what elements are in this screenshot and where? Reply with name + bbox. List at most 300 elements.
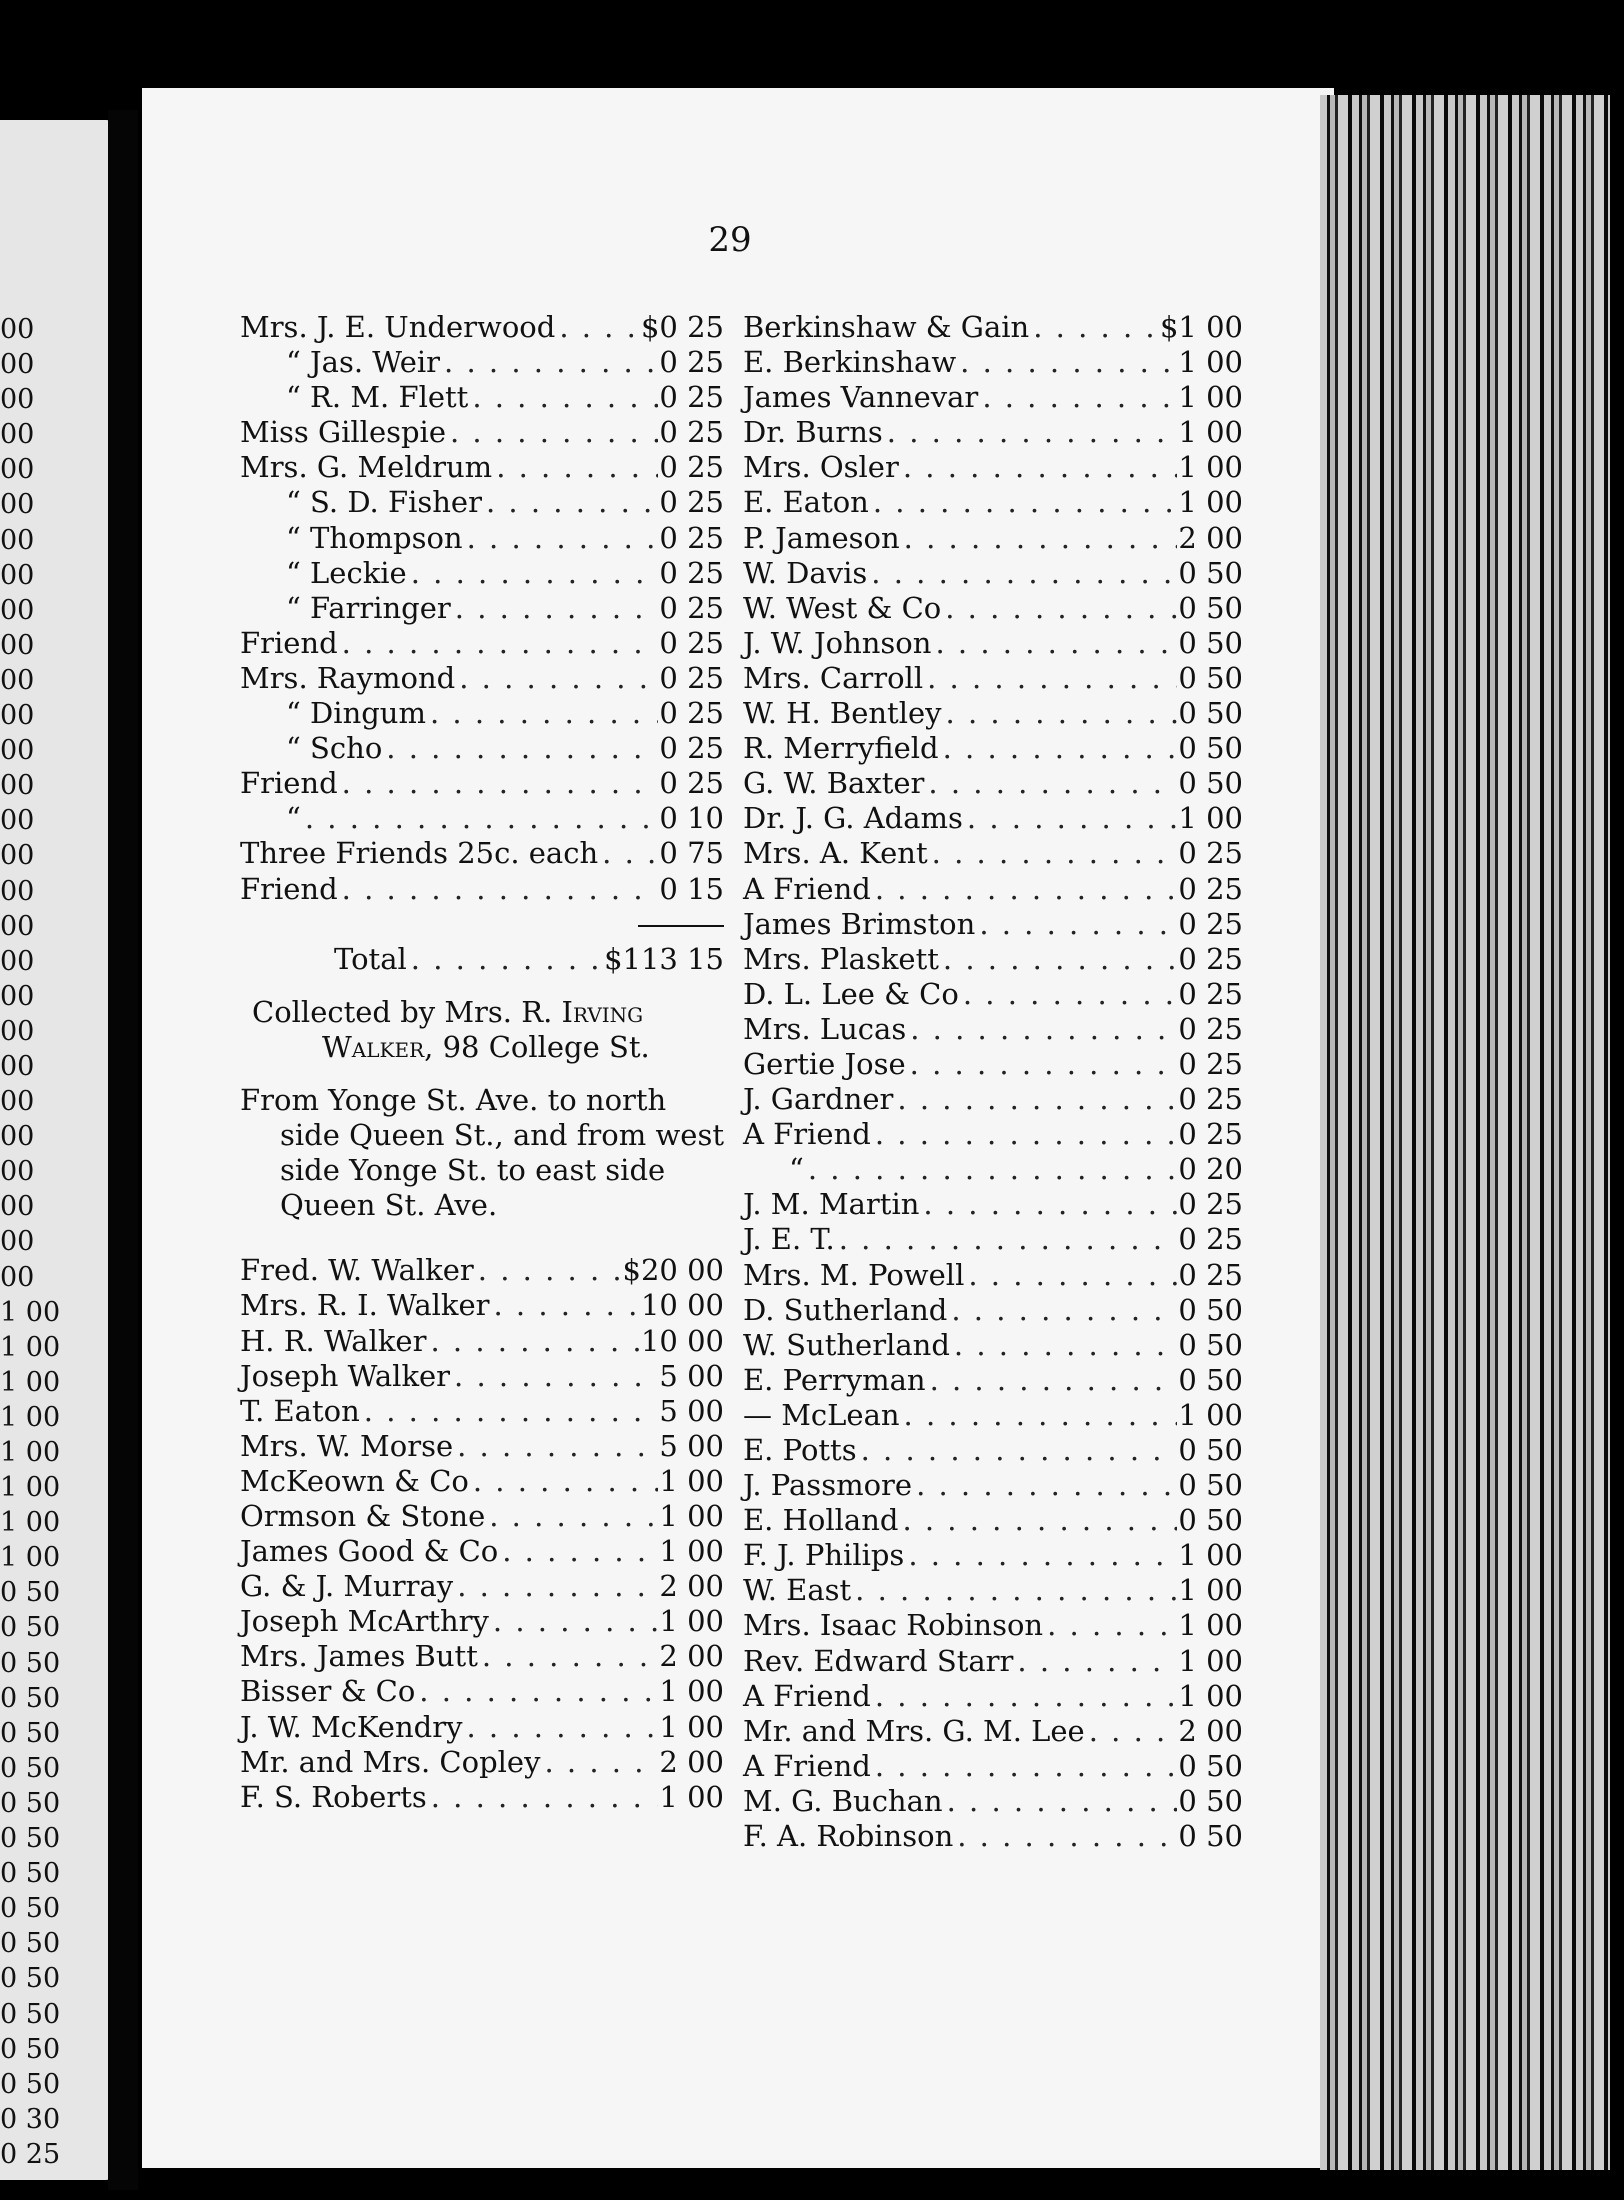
leader-dots — [1013, 1644, 1177, 1679]
donation-amount: 0 25 — [1178, 836, 1243, 871]
list-item — [240, 696, 724, 731]
donation-amount: 0 50 — [1178, 696, 1243, 731]
list-item — [240, 766, 724, 801]
list-item — [743, 1714, 1243, 1749]
donor-name: Bisser & Co — [240, 1674, 416, 1709]
leader-dots — [975, 907, 1177, 942]
leader-dots — [871, 872, 1177, 907]
list-item — [743, 626, 1243, 661]
left-page-amount: 00 — [0, 875, 35, 907]
donor-name: “ — [286, 801, 301, 836]
leader-dots — [851, 1573, 1177, 1608]
leader-dots — [941, 591, 1177, 626]
leader-dots — [485, 1499, 658, 1534]
donation-amount: 1 00 — [659, 1674, 724, 1709]
leader-dots — [906, 1012, 1177, 1047]
donation-amount: 1 00 — [659, 1604, 724, 1639]
leader-dots — [360, 1394, 658, 1429]
leader-dots — [490, 1288, 641, 1323]
page-number: 29 — [708, 220, 752, 260]
donation-amount: 10 00 — [640, 1288, 724, 1323]
column-b — [743, 310, 1243, 1854]
left-page-amount: 1 00 — [0, 1331, 61, 1363]
left-page-amount: 00 — [0, 454, 35, 486]
donation-amount: 5 00 — [659, 1358, 724, 1393]
donor-name: “ Leckie — [286, 555, 407, 590]
list-item — [743, 380, 1243, 415]
donor-name: E. Perryman — [743, 1362, 926, 1397]
list-item — [240, 1253, 724, 1288]
left-page-amount: 00 — [0, 805, 35, 837]
left-page-amount: 00 — [0, 664, 35, 696]
left-page-amount: 0 50 — [0, 1823, 61, 1855]
left-page-amount: 00 — [0, 524, 35, 556]
donation-amount: 0 25 — [659, 660, 724, 695]
donation-amount: 0 50 — [1178, 625, 1243, 660]
leader-dots — [469, 1464, 658, 1499]
leader-dots — [883, 415, 1177, 450]
donor-name: Mrs. W. Morse — [240, 1428, 454, 1463]
left-page-amount: 0 50 — [0, 1682, 61, 1714]
leader-dots — [893, 1082, 1177, 1117]
donor-name: Mrs. James Butt — [240, 1639, 478, 1674]
donor-name: McKeown & Co — [240, 1463, 469, 1498]
donor-name: A Friend — [743, 1678, 871, 1713]
donor-name: W. East — [743, 1573, 852, 1608]
donor-name: “ R. M. Flett — [286, 380, 469, 415]
donor-name: Mrs. R. I. Walker — [240, 1288, 490, 1323]
leader-dots — [956, 345, 1177, 380]
donor-name: J. W. Johnson — [743, 625, 932, 660]
list-item — [743, 696, 1243, 731]
leader-dots — [498, 1534, 658, 1569]
leader-dots — [540, 1745, 658, 1780]
list-item — [240, 1429, 724, 1464]
leader-dots — [427, 1780, 658, 1815]
list-item — [743, 1152, 1243, 1187]
leader-dots — [953, 1819, 1177, 1854]
donor-name: J. Passmore — [743, 1468, 913, 1503]
donor-name: H. R. Walker — [240, 1323, 427, 1358]
description-line: Queen St. Ave. — [280, 1188, 498, 1223]
donation-amount: 0 25 — [1178, 871, 1243, 906]
leader-dots — [478, 1639, 658, 1674]
left-page-amount: 1 00 — [0, 1401, 61, 1433]
leader-dots — [440, 345, 658, 380]
list-item — [240, 1674, 724, 1709]
leader-dots — [978, 380, 1177, 415]
donor-name: Mr. and Mrs. Copley — [240, 1744, 541, 1779]
left-page-amount: 1 00 — [0, 1507, 61, 1539]
leader-dots — [482, 485, 658, 520]
donor-name: D. L. Lee & Co — [743, 976, 959, 1011]
left-page-amount: 1 00 — [0, 1296, 61, 1328]
page-edges — [1320, 95, 1610, 2170]
donation-amount: 0 50 — [1178, 1748, 1243, 1783]
left-page-amount: 00 — [0, 1121, 35, 1153]
collected-prefix: Collected by Mrs. R. — [252, 994, 553, 1029]
donation-amount: 1 00 — [659, 1463, 724, 1498]
leader-dots — [924, 766, 1177, 801]
left-page-amount: 00 — [0, 559, 35, 591]
leader-dots — [455, 661, 658, 696]
left-page-amount: 00 — [0, 314, 35, 345]
donor-name: Mrs. Carroll — [743, 660, 924, 695]
list-item — [743, 1047, 1243, 1082]
left-page-amount: 0 50 — [0, 1577, 61, 1609]
leader-dots — [426, 696, 658, 731]
spacer — [240, 1223, 724, 1253]
donation-amount: 0 10 — [659, 801, 724, 836]
list-item — [743, 1608, 1243, 1643]
left-page-amount: 00 — [0, 980, 35, 1012]
leader-dots — [871, 1679, 1177, 1714]
leader-dots — [489, 1604, 658, 1639]
list-item — [240, 872, 724, 907]
donation-amount: 1 00 — [1178, 1573, 1243, 1608]
donation-amount: 0 50 — [1178, 731, 1243, 766]
leader-dots — [926, 1363, 1177, 1398]
donor-name: Fred. W. Walker — [240, 1253, 474, 1288]
left-page-amount: 00 — [0, 1156, 35, 1188]
donation-amount: 0 25 — [1178, 1117, 1243, 1152]
donor-name: Gertie Jose — [743, 1046, 906, 1081]
leader-dots — [919, 1187, 1177, 1222]
donation-amount: $20 00 — [622, 1253, 724, 1288]
donation-amount: 0 25 — [659, 380, 724, 415]
donation-amount: 0 25 — [659, 415, 724, 450]
donor-name: P. Jameson — [743, 520, 900, 555]
donation-amount: 1 00 — [1178, 380, 1243, 415]
leader-dots — [959, 977, 1177, 1012]
donor-name: “ Farringer — [286, 590, 451, 625]
donor-name: Berkinshaw & Gain — [743, 310, 1030, 344]
donation-amount: 1 00 — [1178, 1608, 1243, 1643]
list-item — [240, 1569, 724, 1604]
list-item — [743, 1012, 1243, 1047]
donation-amount: 1 00 — [659, 1534, 724, 1569]
total-amount: $113 15 — [604, 941, 724, 976]
donor-name: A Friend — [743, 871, 871, 906]
donor-name: J. Gardner — [743, 1082, 894, 1117]
list-item — [743, 310, 1243, 345]
leader-dots — [453, 1569, 658, 1604]
left-page-amount: 00 — [0, 945, 35, 977]
leader-dots — [912, 1468, 1177, 1503]
list-item — [743, 1644, 1243, 1679]
list-item — [743, 1258, 1243, 1293]
list-item — [743, 1082, 1243, 1117]
left-page-amount: 0 50 — [0, 1858, 61, 1890]
leader-dots — [598, 836, 658, 871]
list-item — [240, 591, 724, 626]
left-page-amount: 00 — [0, 1086, 35, 1118]
leader-dots — [964, 1258, 1177, 1293]
list-item — [743, 801, 1243, 836]
leader-dots — [963, 801, 1177, 836]
donor-name: Joseph Walker — [240, 1358, 451, 1393]
leader-dots — [939, 942, 1177, 977]
leader-dots — [474, 1253, 623, 1288]
donation-amount: 0 25 — [659, 625, 724, 660]
list-item — [743, 731, 1243, 766]
list-item — [743, 1538, 1243, 1573]
donor-name: Mrs. Raymond — [240, 660, 456, 695]
column-a-first-list — [240, 310, 724, 907]
donor-name: R. Merryfield — [743, 731, 939, 766]
donor-name: G. & J. Murray — [240, 1569, 454, 1604]
donor-name: Mrs. Osler — [743, 450, 899, 485]
left-page-amount: 00 — [0, 1015, 35, 1047]
leader-dots — [407, 556, 658, 591]
list-item — [743, 1187, 1243, 1222]
donation-amount: 2 00 — [659, 1639, 724, 1674]
donation-amount: $1 00 — [1159, 310, 1243, 344]
donor-name: Friend — [240, 766, 338, 801]
left-page-amount: 0 50 — [0, 2033, 61, 2065]
donation-amount: 0 25 — [659, 590, 724, 625]
leader-dots — [943, 1784, 1177, 1819]
donor-name: Mrs. J. E. Underwood — [240, 310, 556, 344]
leader-dots — [453, 1429, 658, 1464]
donation-amount: 0 15 — [659, 871, 724, 906]
total-rule — [638, 925, 724, 927]
donation-amount: 1 00 — [659, 1779, 724, 1814]
donor-name: Mr. and Mrs. G. M. Lee — [743, 1713, 1085, 1748]
donation-amount: 0 50 — [1178, 1292, 1243, 1327]
donation-amount: 1 00 — [1178, 801, 1243, 836]
left-page-amount: 00 — [0, 700, 35, 732]
donation-amount: 0 25 — [1178, 1257, 1243, 1292]
donor-name: “ S. D. Fisher — [286, 485, 482, 520]
donor-name: W. Sutherland — [743, 1327, 950, 1362]
donor-name: E. Eaton — [743, 485, 869, 520]
left-page-amount: 00 — [0, 840, 35, 872]
donation-amount: 1 00 — [1178, 1538, 1243, 1573]
donation-amount: 2 00 — [659, 1569, 724, 1604]
list-item — [240, 1288, 724, 1323]
donation-amount: 0 50 — [1178, 590, 1243, 625]
donation-amount: 0 25 — [659, 555, 724, 590]
list-item — [240, 1534, 724, 1569]
left-page-amount: 1 00 — [0, 1542, 61, 1574]
list-item — [743, 1503, 1243, 1538]
donor-name: Rev. Edward Starr — [743, 1643, 1014, 1678]
donor-name: E. Berkinshaw — [743, 345, 957, 380]
list-item — [240, 1604, 724, 1639]
list-item — [240, 801, 724, 836]
collector-surname: Walker — [322, 1029, 425, 1064]
list-item — [240, 1359, 724, 1394]
left-page-amount: 00 — [0, 349, 35, 381]
list-item — [240, 450, 724, 485]
donor-name: — McLean — [743, 1397, 900, 1432]
donor-name: F. J. Philips — [743, 1538, 905, 1573]
donor-name: G. W. Baxter — [743, 766, 925, 801]
list-item — [240, 1745, 724, 1780]
list-item — [240, 836, 724, 871]
leader-dots — [1043, 1608, 1177, 1643]
list-item — [240, 1639, 724, 1674]
leader-dots — [900, 1398, 1177, 1433]
donation-amount: 1 00 — [659, 1709, 724, 1744]
donation-amount: 1 00 — [659, 1499, 724, 1533]
leader-dots — [338, 766, 658, 801]
left-page-amount: 00 — [0, 419, 35, 451]
donor-name: W. Davis — [743, 555, 868, 590]
donor-name: M. G. Buchan — [743, 1783, 943, 1818]
donation-amount: 0 25 — [659, 696, 724, 731]
list-item — [743, 1363, 1243, 1398]
leader-dots — [804, 1152, 1177, 1187]
leader-dots — [939, 731, 1177, 766]
donation-amount: 1 00 — [1178, 450, 1243, 485]
donor-name: F. A. Robinson — [743, 1819, 954, 1854]
list-item — [743, 556, 1243, 591]
list-item — [240, 1464, 724, 1499]
list-item — [240, 380, 724, 415]
leader-dots — [942, 696, 1177, 731]
donation-amount: 0 20 — [1178, 1152, 1243, 1187]
donation-amount: $0 25 — [640, 310, 724, 344]
left-page-amount: 0 50 — [0, 1612, 61, 1644]
list-item — [743, 415, 1243, 450]
list-item — [743, 1819, 1243, 1854]
list-item — [743, 766, 1243, 801]
donor-name: Three Friends 25c. each — [240, 836, 599, 871]
list-item — [240, 1780, 724, 1815]
description-line: side Queen St., and from west — [280, 1118, 724, 1153]
leader-dots — [492, 450, 658, 485]
donor-name: Mrs. Plaskett — [743, 941, 939, 976]
left-page-amount: 0 30 — [0, 2103, 61, 2135]
donation-amount: 2 00 — [659, 1744, 724, 1779]
left-page-amount: 1 00 — [0, 1437, 61, 1468]
donation-amount: 0 25 — [1178, 1046, 1243, 1081]
list-item — [743, 1293, 1243, 1328]
donor-name: J. W. McKendry — [240, 1709, 463, 1744]
donor-name: James Vannevar — [743, 380, 979, 415]
donor-name: Miss Gillespie — [240, 415, 446, 450]
description-line: side Yonge St. to east side — [280, 1153, 666, 1188]
list-item — [743, 1222, 1243, 1257]
donor-name: A Friend — [743, 1117, 871, 1152]
leader-dots — [835, 1222, 1177, 1257]
leader-dots — [857, 1433, 1177, 1468]
left-page-amount: 00 — [0, 594, 35, 626]
donation-amount: 10 00 — [640, 1323, 724, 1358]
donation-amount: 1 00 — [1178, 1678, 1243, 1713]
donor-name: D. Sutherland — [743, 1292, 948, 1327]
leader-dots — [451, 591, 658, 626]
donation-amount: 0 50 — [1178, 1327, 1243, 1362]
donor-name: Dr. J. G. Adams — [743, 801, 963, 836]
donation-amount: 2 00 — [1178, 1713, 1243, 1748]
list-item — [743, 1328, 1243, 1363]
leader-dots — [898, 1503, 1177, 1538]
left-page-amount: 0 50 — [0, 1963, 61, 1995]
donor-name: “ — [789, 1152, 804, 1187]
collector-first-name: Irving — [561, 994, 644, 1029]
donor-name: James Good & Co — [240, 1534, 499, 1569]
left-page-amount: 00 — [0, 384, 35, 416]
list-item — [743, 1679, 1243, 1714]
donation-amount: 1 00 — [1178, 415, 1243, 450]
donor-name: Friend — [240, 625, 338, 660]
leader-dots — [1029, 310, 1160, 345]
left-page-amount: 0 50 — [0, 1647, 61, 1679]
leader-dots — [904, 1538, 1177, 1573]
donation-amount: 0 25 — [1178, 1222, 1243, 1257]
leader-dots — [301, 801, 658, 836]
leader-dots — [947, 1293, 1177, 1328]
collected-by — [240, 995, 724, 1065]
column-a-second-list — [240, 1253, 724, 1815]
donor-name: E. Potts — [743, 1433, 857, 1467]
leader-dots — [446, 415, 658, 450]
list-item — [743, 977, 1243, 1012]
left-page-amount: 00 — [0, 1191, 35, 1223]
list-item — [743, 485, 1243, 520]
left-page-amount: 00 — [0, 629, 35, 661]
leader-dots — [338, 872, 658, 907]
left-page-amount: 0 50 — [0, 1998, 61, 2030]
donor-name: J. E. T. — [743, 1222, 835, 1257]
list-item — [240, 731, 724, 766]
donation-amount: 0 50 — [1178, 1503, 1243, 1538]
donor-name: Mrs. Lucas — [743, 1011, 907, 1046]
leader-dots — [382, 731, 658, 766]
donor-name: J. M. Martin — [743, 1187, 920, 1222]
donor-name: Dr. Burns — [743, 415, 883, 450]
donor-name: “ Scho — [286, 731, 383, 766]
list-item — [240, 626, 724, 661]
book-gutter — [108, 110, 138, 2190]
total-label: Total — [334, 941, 407, 976]
left-page-amount: 00 — [0, 1261, 35, 1293]
donor-name: Mrs. M. Powell — [743, 1257, 965, 1292]
donation-amount: 0 50 — [1178, 766, 1243, 801]
leader-dots — [462, 1710, 658, 1745]
leader-dots — [871, 1117, 1177, 1152]
donation-amount: 0 25 — [659, 520, 724, 555]
left-page-amount: 1 00 — [0, 1366, 61, 1398]
leader-dots — [1085, 1714, 1177, 1749]
leader-dots — [928, 836, 1177, 871]
leader-dots — [338, 626, 658, 661]
leader-dots — [468, 380, 658, 415]
donation-amount: 5 00 — [659, 1428, 724, 1463]
leader-dots — [450, 1359, 658, 1394]
leader-dots — [871, 1749, 1177, 1784]
left-page-amount: 00 — [0, 910, 35, 942]
donation-amount: 0 75 — [659, 836, 724, 871]
list-item — [743, 661, 1243, 696]
donation-amount: 1 00 — [1178, 485, 1243, 520]
donation-amount: 0 50 — [1178, 1433, 1243, 1467]
list-item — [743, 1573, 1243, 1608]
list-item — [743, 1784, 1243, 1819]
list-item — [743, 591, 1243, 626]
donation-amount: 0 25 — [659, 731, 724, 766]
left-page-amounts — [0, 312, 80, 2172]
donor-name: E. Holland — [743, 1503, 899, 1538]
donation-amount: 1 00 — [1178, 345, 1243, 380]
left-page-amount: 0 50 — [0, 1787, 61, 1819]
list-item — [240, 661, 724, 696]
left-page-amount: 00 — [0, 489, 35, 521]
list-item — [240, 415, 724, 450]
